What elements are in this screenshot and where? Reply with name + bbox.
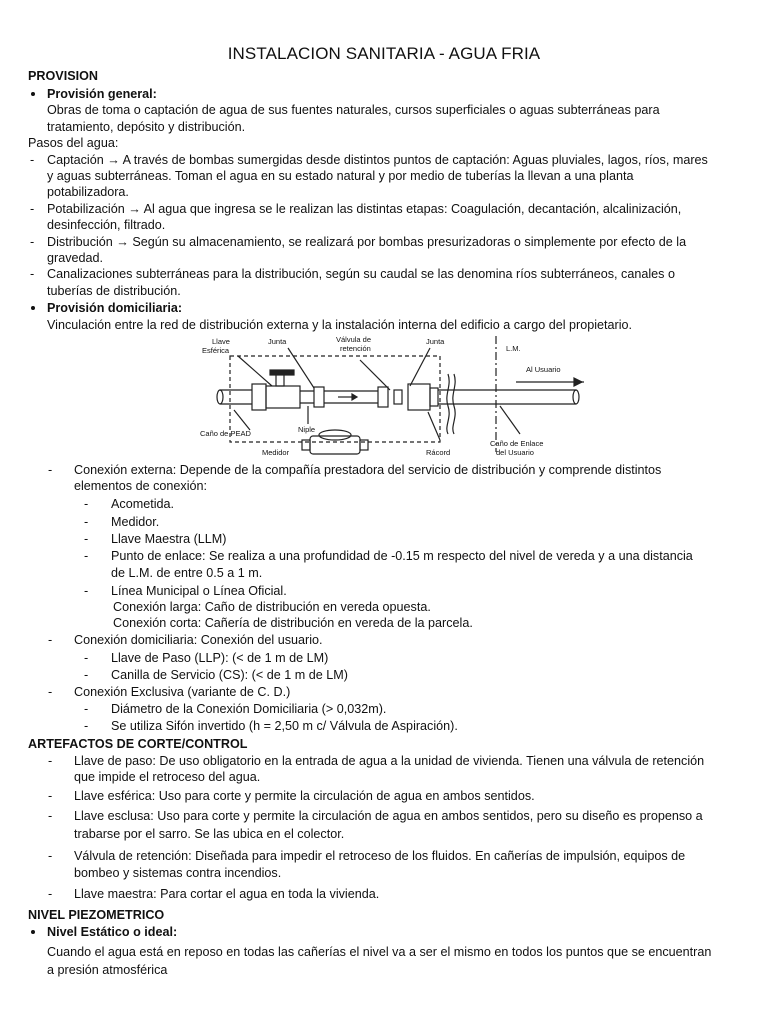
nivel-text: Cuando el agua está en reposo en todas las cañerías el nivel va a ser el mismo en todos los puntos que se encuentran <box>47 945 712 959</box>
label-cano-pead: Caño de PEAD <box>200 429 251 438</box>
dash-marker: - <box>48 887 53 901</box>
conexion-larga: Conexión larga: Caño de distribución en vereda opuesta. <box>113 600 431 614</box>
dash-marker: - <box>48 789 53 803</box>
label-al-usuario: Al Usuario <box>526 365 561 374</box>
dash-marker: - <box>84 651 89 665</box>
domiciliaria-item: Canilla de Servicio (CS): (< de 1 m de LM) <box>111 668 348 682</box>
conexion-externa: elementos de conexión: <box>74 479 208 493</box>
user-arrow-head <box>574 378 582 386</box>
linea-municipal: Línea Municipal o Línea Oficial. <box>111 584 287 598</box>
label-niple: Niple <box>298 425 316 434</box>
exclusiva-item: Diámetro de la Conexión Domiciliaria (> 0,032m). <box>111 702 387 716</box>
pasos-line: Potabilización → Al agua que ingresa se le realizan las distintas etapas: Coagulación, decantación, alcalinización, <box>47 202 682 216</box>
label-retencion: retención <box>340 344 371 353</box>
dash-marker: - <box>30 267 35 281</box>
exclusiva-item: Se utiliza Sifón invertido (h = 2,50 m c/ Válvula de Aspiración). <box>111 719 458 733</box>
pasos-line: Canalizaciones subterráneas para la distribución, según su caudal se las denomina ríos subterráneos, canales o <box>47 267 675 281</box>
pead-pipe-end <box>217 390 223 404</box>
provision-general-text: Obras de toma o captación de agua de sus fuentes naturales, cursos superficiales o aguas subterráneas para <box>47 103 660 117</box>
check-valve-core <box>394 390 402 404</box>
dash-marker: - <box>84 719 89 733</box>
medidor-dial <box>319 430 351 440</box>
externa-item: Llave Maestra (LLM) <box>111 532 227 546</box>
user-pipe-end <box>573 390 579 404</box>
ball-valve-handle <box>270 370 294 375</box>
pasos-label: Pasos del agua: <box>28 136 119 150</box>
label-cano-enlace: Caño de Enlace <box>490 439 544 448</box>
flow-arrow-head <box>352 394 357 400</box>
punto-enlace: de L.M. de entre 0.5 a 1 m. <box>111 566 263 580</box>
conexion-externa: Conexión externa: Depende de la compañía prestadora del servicio de distribución y comprende distintos <box>74 463 662 477</box>
provision-general-label: Provisión general: <box>47 87 157 101</box>
provision-domiciliaria-label: Provisión domiciliaria: <box>47 301 183 315</box>
dash-marker: - <box>30 202 35 216</box>
page-title: INSTALACION SANITARIA - AGUA FRIA <box>227 44 541 63</box>
artefacto-line: que impide el retroceso del agua. <box>74 770 261 784</box>
connection-diagram <box>190 334 590 460</box>
section-heading-artefactos: ARTEFACTOS DE CORTE/CONTROL <box>28 737 248 751</box>
domiciliaria-item: Llave de Paso (LLP): (< de 1 m de LM) <box>111 651 329 665</box>
dash-marker: - <box>30 153 35 167</box>
externa-item: Acometida. <box>111 497 174 511</box>
leader-line <box>234 410 250 430</box>
punto-enlace: Punto de enlace: Se realiza a una profundidad de -0.15 m respecto del nivel de vereda y a una distancia <box>111 549 693 563</box>
dash-marker: - <box>84 702 89 716</box>
nivel-text: a presión atmosférica <box>47 963 168 977</box>
section-heading-nivel: NIVEL PIEZOMETRICO <box>28 908 165 922</box>
label-medidor: Medidor <box>262 448 290 457</box>
nivel-estatico-label: Nivel Estático o ideal: <box>47 925 178 939</box>
dash-marker: - <box>84 668 89 682</box>
user-pipe <box>438 390 576 404</box>
label-lm: L.M. <box>506 344 521 353</box>
pasos-line: gravedad. <box>47 251 104 265</box>
leader-line <box>238 356 272 386</box>
racord-nut <box>430 388 438 406</box>
artefacto-line: bombeo y sistemas contra incendios. <box>74 866 282 880</box>
leader-line <box>360 360 390 390</box>
racord <box>408 384 430 410</box>
label-llave: Llave <box>212 337 230 346</box>
dash-marker: - <box>84 549 89 563</box>
conexion-exclusiva: Conexión Exclusiva (variante de C. D.) <box>74 685 291 699</box>
fitting-left <box>252 384 266 410</box>
artefacto-line: Llave maestra: Para cortar el agua en toda la vivienda. <box>74 887 380 901</box>
label-valvula: Válvula de <box>336 335 372 344</box>
provision-general-text: tratamiento, depósito y distribución. <box>47 120 246 134</box>
dash-marker: - <box>84 532 89 546</box>
joint-1 <box>314 387 324 407</box>
leader-line <box>410 348 430 386</box>
pasos-line: Captación → A través de bombas sumergidas desde distintos puntos de captación: Aguas pluviales, lagos, ríos, mares <box>47 153 708 167</box>
leader-line <box>288 348 314 388</box>
pasos-line: potabilizadora. <box>47 185 129 199</box>
dash-marker: - <box>84 497 89 511</box>
pasos-line: tuberías de distribución. <box>47 284 181 298</box>
artefacto-line: trabarse por el sarro. Se las ubica en el colector. <box>74 827 345 841</box>
externa-item: Medidor. <box>111 515 160 529</box>
label-del-usuario: del Usuario <box>496 448 534 457</box>
dash-marker: - <box>48 463 53 477</box>
dash-marker: - <box>48 754 53 768</box>
pasos-line: y aguas subterráneas. Toman el agua en su estado natural y por medio de tuberías la llevan a una planta <box>47 169 634 183</box>
conexion-corta: Conexión corta: Cañería de distribución en vereda de la parcela. <box>113 616 473 630</box>
dash-marker: - <box>84 584 89 598</box>
label-racord: Rácord <box>426 448 451 457</box>
medidor-body <box>310 436 360 454</box>
artefacto-line: Llave de paso: De uso obligatorio en la entrada de agua a la unidad de vivienda. Tienen una válvula de retención <box>74 754 705 768</box>
dash-marker: - <box>48 809 53 823</box>
dash-marker: - <box>48 633 53 647</box>
label-junta-1: Junta <box>268 337 287 346</box>
pasos-line: Distribución → Según su almacenamiento, se realizará por bombas presurizadoras o simplemente por efecto de la <box>47 235 687 249</box>
dash-marker: - <box>48 685 53 699</box>
label-esferica: Esférica <box>202 346 230 355</box>
artefacto-line: Llave esclusa: Uso para corte y permite la circulación de agua en ambos sentidos, pero su diseño es propenso a <box>74 809 703 823</box>
pead-pipe <box>220 390 252 404</box>
ball-valve-body <box>266 386 300 408</box>
leader-line <box>500 406 520 434</box>
pasos-line: desinfección, filtrado. <box>47 218 166 232</box>
dash-marker: - <box>30 235 35 249</box>
dash-marker: - <box>84 515 89 529</box>
provision-domiciliaria-text: Vinculación entre la red de distribución externa y la instalación interna del edificio a cargo del propietario. <box>47 318 633 332</box>
section-heading-provision: PROVISION <box>28 69 98 83</box>
check-valve-left <box>378 387 388 407</box>
label-junta-2: Junta <box>426 337 445 346</box>
conexion-domiciliaria: Conexión domiciliaria: Conexión del usuario. <box>74 633 323 647</box>
artefacto-line: Válvula de retención: Diseñada para impedir el retroceso de los fluidos. En cañerías de impulsión, equipos de <box>74 849 686 863</box>
niple <box>300 391 314 403</box>
ball-valve-stem <box>276 374 284 386</box>
leader-line <box>428 412 440 440</box>
artefacto-line: Llave esférica: Uso para corte y permite la circulación de agua en ambos sentidos. <box>74 789 535 803</box>
dash-marker: - <box>48 849 53 863</box>
